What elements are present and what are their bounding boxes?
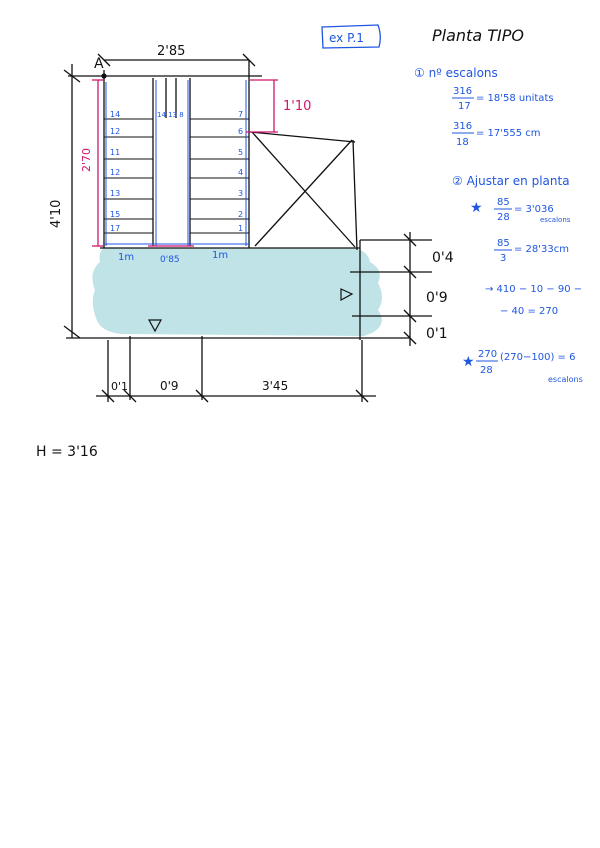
point-a-label: A: [94, 56, 104, 72]
star-icon: ★: [470, 200, 483, 216]
svg-text:= 3'036: = 3'036: [514, 204, 554, 215]
dim-right-1: 0'4: [432, 250, 454, 266]
label-1m-left: 1m: [118, 252, 135, 263]
note1-heading: ① nº escalons: [414, 66, 498, 80]
svg-text:6: 6: [238, 127, 244, 136]
svg-text:3: 3: [500, 253, 507, 264]
point-a-marker: [101, 73, 106, 78]
svg-text:= 28'33cm: = 28'33cm: [514, 244, 569, 255]
svg-text:(270−100) = 6: (270−100) = 6: [500, 352, 576, 363]
dim-landing-depth: 1'10: [283, 99, 312, 114]
dim-bottom-2: 0'9: [160, 379, 179, 393]
svg-text:1: 1: [238, 224, 244, 233]
svg-text:85: 85: [497, 197, 510, 208]
notes-section-3: [462, 349, 583, 384]
svg-text:5: 5: [238, 148, 244, 157]
svg-text:= 17'555 cm: = 17'555 cm: [476, 128, 541, 139]
svg-text:15: 15: [110, 210, 121, 219]
exercise-label: ex P.1: [329, 31, 364, 45]
svg-text:4: 4: [238, 168, 244, 177]
svg-text:14: 14: [110, 110, 121, 119]
label-gap: 0'85: [160, 255, 180, 265]
step-numbers-right: [238, 110, 243, 233]
exercise-box: [322, 25, 380, 48]
svg-text:escalons: escalons: [540, 216, 571, 224]
step-numbers-top: 14 13 8: [157, 111, 184, 119]
svg-text:= 18'58 unitats: = 18'58 unitats: [476, 93, 554, 104]
blue-trace: [104, 80, 250, 246]
note2-heading: ② Ajustar en planta: [452, 174, 570, 188]
svg-text:12: 12: [110, 127, 121, 136]
svg-text:17: 17: [458, 101, 471, 112]
svg-text:28: 28: [480, 365, 493, 376]
svg-text:13: 13: [110, 189, 121, 198]
star-icon: ★: [462, 354, 475, 370]
dim-bottom-3: 3'45: [262, 379, 289, 393]
svg-text:2: 2: [238, 210, 244, 219]
svg-text:7: 7: [238, 110, 244, 119]
magenta-dims: [92, 80, 278, 246]
notes-section-2: [452, 174, 582, 317]
svg-text:3: 3: [238, 189, 244, 198]
dim-left: 4'10: [49, 199, 64, 228]
svg-text:17: 17: [110, 224, 121, 233]
svg-text:12: 12: [110, 168, 121, 177]
svg-text:85: 85: [497, 238, 510, 249]
dim-top: 2'85: [157, 44, 186, 59]
svg-text:→ 410 − 10 − 90 −: → 410 − 10 − 90 −: [485, 284, 583, 295]
svg-text:11: 11: [110, 148, 121, 157]
svg-text:316: 316: [453, 86, 473, 97]
page-title: Planta TIPO: [432, 26, 524, 45]
svg-text:18: 18: [456, 137, 469, 148]
dim-flight: 2'70: [80, 147, 93, 172]
svg-text:316: 316: [453, 121, 473, 132]
landing-area: [92, 248, 382, 336]
step-numbers-left: [110, 110, 120, 233]
dim-right-2: 0'9: [426, 290, 448, 306]
label-1m-right: 1m: [212, 250, 229, 261]
svg-text:270: 270: [478, 349, 498, 360]
svg-text:28: 28: [497, 212, 510, 223]
svg-text:escalons: escalons: [548, 375, 583, 384]
svg-text:− 40 = 270: − 40 = 270: [500, 306, 559, 317]
dim-bottom-1: 0'1: [111, 380, 129, 393]
notes-section-1: [414, 66, 554, 148]
dim-right-3: 0'1: [426, 326, 448, 342]
height-note: H = 3'16: [36, 444, 98, 460]
